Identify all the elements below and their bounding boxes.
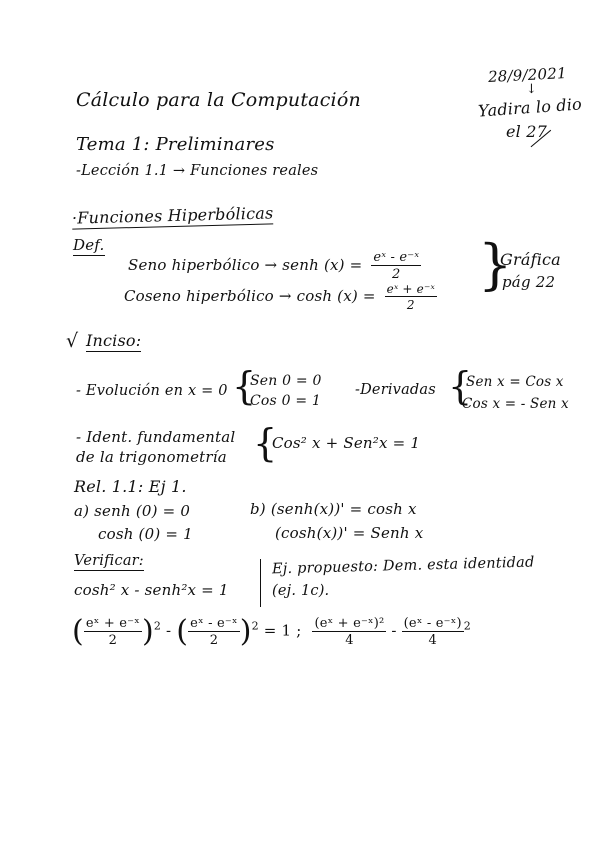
- verification-equation: ( $\frac{\text{eˣ + e⁻ˣ}}{2}$ )$^2$ - ( $\frac{\text{eˣ - e⁻ˣ}}{2}$ )$^2$ = 1 ; $\frac{\text{(eˣ + e⁻ˣ)²}}{4}$ - $\frac{\text{(eˣ - e⁻ˣ)}}{4}$ $^2$: [72, 614, 471, 649]
- fraction-3: [312, 617, 386, 647]
- evolucion-sen: Sen 0 = 0: [250, 373, 322, 389]
- grafica-line2: pág 22: [502, 273, 556, 291]
- ident-formula: Cos² x + Sen²x = 1: [272, 434, 421, 452]
- hyperbolic-identity: cosh² x - senh²x = 1: [74, 581, 229, 599]
- coseno-denominator: 2: [406, 298, 415, 312]
- fraction-3-numerator: (eˣ + e⁻ˣ)²: [314, 615, 385, 631]
- equals-one: = 1 ;: [263, 621, 302, 640]
- vertical-divider: [260, 559, 261, 607]
- fraction-4-numerator: (eˣ - e⁻ˣ): [403, 615, 462, 631]
- fraction-4-denominator: 4: [428, 632, 437, 648]
- minus-sign: -: [166, 621, 172, 640]
- verificar-label: Verificar:: [74, 553, 144, 569]
- tema-heading: Tema 1: Preliminares: [76, 134, 275, 155]
- fraction-2-denominator: 2: [209, 632, 219, 648]
- propuesto-line2: (ej. 1c).: [272, 583, 330, 599]
- evolucion-cos: Cos 0 = 1: [250, 393, 322, 409]
- grafica-line1: Gráfica: [500, 250, 561, 269]
- header-note-line1: Yadira lo dio: [477, 94, 583, 121]
- leccion-line: -Lección 1.1 → Funciones reales: [76, 163, 319, 179]
- derivadas-cos: Cos x = - Sen x: [462, 396, 569, 412]
- seno-numerator: eˣ - e⁻ˣ: [373, 250, 420, 265]
- page-title: Cálculo para la Computación: [76, 89, 361, 111]
- coseno-numerator: eˣ + e⁻ˣ: [386, 282, 435, 296]
- coseno-fraction: [385, 283, 437, 311]
- fraction-2: [188, 617, 240, 647]
- sqrt-check-icon: √: [66, 330, 79, 352]
- ident-line1: - Ident. fundamental: [76, 428, 236, 446]
- fraction-3-denominator: 4: [345, 632, 354, 648]
- down-arrow-icon: ↓: [526, 82, 538, 97]
- fraction-4: [402, 617, 464, 647]
- definitions-brace: }: [478, 233, 513, 296]
- seno-fraction: [371, 251, 421, 281]
- propuesto-line1: Ej. propuesto: Dem. esta identidad: [271, 554, 535, 578]
- ident-line2: de la trigonometría: [76, 448, 227, 466]
- fraction-1-exponent: 2: [153, 619, 162, 633]
- coseno-definition: [124, 283, 437, 311]
- ident-brace: {: [253, 421, 278, 465]
- derivadas-label: -Derivadas: [355, 382, 436, 398]
- part-a-line2: cosh (0) = 1: [98, 525, 193, 543]
- seno-denominator: 2: [392, 267, 401, 282]
- seno-definition: [128, 251, 421, 281]
- derivadas-sen: Sen x = Cos x: [466, 374, 564, 390]
- part-b-line2: (cosh(x))' = Senh x: [275, 524, 424, 542]
- fraction-2-numerator: eˣ - e⁻ˣ: [190, 615, 238, 631]
- section-heading: ·Funciones Hiperbólicas: [71, 203, 274, 228]
- exercise-ref: Rel. 1.1: Ej 1.: [74, 477, 187, 496]
- inciso-label: Inciso:: [86, 331, 142, 350]
- def-label: Def.: [73, 236, 105, 254]
- derivadas-brace: {: [448, 364, 473, 408]
- fraction-1: [84, 617, 142, 647]
- header-note-line2: el 27: [506, 122, 548, 141]
- minus-sign-2: -: [391, 621, 397, 640]
- evolucion-label: - Evolución en x = 0: [76, 383, 228, 399]
- coseno-label: Coseno hiperbólico → cosh (x) =: [124, 287, 376, 305]
- part-a-line1: a) senh (0) = 0: [74, 502, 191, 520]
- fraction-4-exponent: 2: [463, 619, 471, 633]
- fraction-2-exponent: 2: [251, 619, 259, 633]
- date: 28/9/2021: [487, 63, 568, 87]
- seno-label: Seno hiperbólico → senh (x) =: [128, 256, 363, 274]
- fraction-1-numerator: eˣ + e⁻ˣ: [85, 615, 140, 631]
- part-b-line1: b) (senh(x))' = cosh x: [250, 500, 417, 518]
- fraction-1-denominator: 2: [108, 632, 118, 648]
- evolucion-brace: {: [232, 364, 257, 408]
